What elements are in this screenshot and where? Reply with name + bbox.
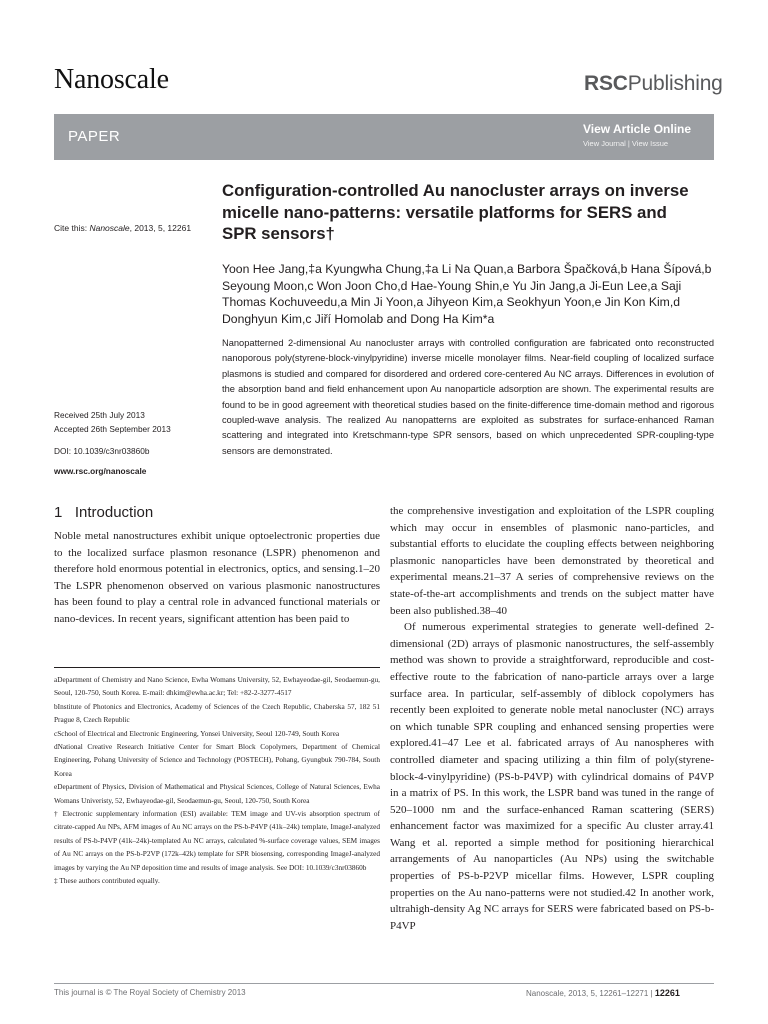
accepted-date: Accepted 26th September 2013 — [54, 424, 171, 434]
footnote-rule — [54, 667, 380, 668]
section-number: 1 — [54, 504, 63, 521]
article-type-label: PAPER — [68, 128, 121, 145]
journal-website-link[interactable]: www.rsc.org/nanoscale — [54, 466, 147, 476]
footnote-affiliation-e: eDepartment of Physics, Division of Mathematical and Physical Sciences, College of Natural Sciences, Ewha Womans Univeristy, 52, Ewhayeodae-gil, Seodaemun-gu, Seoul, 120-750, South Korea — [54, 782, 380, 805]
footnote-affiliation-b: bInstitute of Photonics and Electronics, Academy of Sciences of the Czech Republic, Chaberska 57, 182 51 Prague 8, Czech Republic — [54, 701, 380, 725]
footer-rule — [54, 983, 714, 984]
intro-paragraph-right-1: the comprehensive investigation and exploitation of the LSPR coupling which may occur in ensembles of plasmonic nano-particles, and substantial efforts to elucidate the coupling effects between neighboring plasmonic nanoparticles have been demonstrated by theoretical and experimental means.21–37 A series of comprehensive reviews on the state-of-the-art accomplishments and trends on the subject matter have been also published.38–40 — [390, 505, 714, 617]
footer-citation: Nanoscale, 2013, 5, 12261–12271 | — [526, 989, 653, 998]
cite-details: , 2013, 5, 12261 — [129, 223, 192, 233]
intro-paragraph-left: Noble metal nanostructures exhibit unique optoelectronic properties due to the localized surface plasmon resonance (LSPR) phenomenon and therefore hold enormous potential in electronics, optics, and sensing.1–20 The LSPR phenomenon observed on various plasmonic nanostructures has been found to play a central role in advanced functional materials or nano-devices. In recent years, significant attention has been paid to — [54, 530, 380, 625]
publisher-rsc: RSC — [584, 72, 628, 95]
cite-label: Cite this: — [54, 223, 88, 233]
author-list: Yoon Hee Jang,‡a Kyungwha Chung,‡a Li Na Quan,a Barbora Špačková,b Hana Šípová,b Seyoung Moon,c Won Joon Cho,d Hae-Young Shin,e Yu Jin Jang,a Ji-Eun Lee,a Saji Thomas Kochuveedu,a Min Ji Yoon,a Jihyeon Kim,a Seokhyun Yoon,e Jin Kon Kim,d Donghyun Kim,c Jiří Homolab and Dong Ha Kim*a — [222, 262, 712, 326]
footnote-equal-contribution: ‡ These authors contributed equally. — [54, 876, 160, 886]
received-date: Received 25th July 2013 — [54, 410, 145, 420]
journal-title: Nanoscale — [54, 64, 169, 95]
article-title: Configuration-controlled Au nanocluster arrays on inverse micelle nano-patterns: versatile platforms for SERS and SPR sensors† — [222, 181, 689, 243]
view-article-online-link[interactable]: View Article Online — [583, 122, 692, 136]
intro-paragraph-right-2: Of numerous experimental strategies to generate well-defined 2-dimensional (2D) arrays of plasmonic nanostructures, the self-assembly method was shown to provide a straightforward, reproducible and cost-effective route to the fabrication of nano-particle arrays over a large surface area. In particular, self-assembly of diblock copolymers has recently been exploited to generate noble metal nanocluster (NC) arrays on which tunable SPR coupling and enhanced sensing properties were explored.41–47 Lee et al. fabricated arrays of Au nanospheres with controlled diameter and spacing utilizing a thin film of poly(styrene-block-4-vinylpyridine) (PS-b-P4VP) with cylindrical domains of P4VP in a matrix of PS. In this work, the LSPR band was tuned in the range of 520–1000 nm and the surface-enhanced Raman scattering (SERS) enhancement factor was maximized for a specific Au cluster array.41 Wang et al. reported a simple method for positioning hierarchical arrangements of Au nanoparticles (Au NPs) using the switchable properties of PS-b-P2VP micellar films. However, LSPR coupling properties on the Au nano-patterns were not studied.42 In another work, ultrahigh-density Ag NC arrays for SERS were fabricated based on PS-b-P4VP — [390, 621, 714, 932]
publisher-rest: Publishing — [627, 72, 723, 95]
footnote-esi: † Electronic supplementary information (ESI) available: TEM image and UV-vis absorption spectrum of citrate-capped Au NPs, AFM images of Au NC arrays on the PS-b-P4VP (41k–24k) template, ImageJ-analyzed results of PS-b-P4VP (41k–24k)-templated Au NC arrays, calculated %-surface coverage values, SEM images of Au NC arrays on the PS-b-P2VP (172k–42k) template for SPR biosensing, corresponding ImageJ-analyzed images by varying the Au NP deposition time and results of image analysis. See DOI: 10.1039/c3nr03860b — [54, 809, 380, 872]
abstract: Nanopatterned 2-dimensional Au nanocluster arrays with controlled configuration are fabricated onto reconstructed nanoporous poly(styrene-block-vinylpyridine) inverse micelle monolayer films. Near-field coupling of localized surface plasmons is studied and compared for disordered and ordered core-centered Au NC arrays. Differences in evolution of the absorption band and field enhancement upon Au nanoparticle adsorption are shown. The experimental results are found to be in good agreement with theoretical studies based on the finite-difference time-domain method and rigorous coupled-wave analysis. The realized Au nanopatterns are exploited as substrates for surface-enhanced Raman scattering and integrated into Kretschmann-type SPR sensors, based on which unprecedented SPR-coupling-type sensors are demonstrated. — [222, 338, 714, 456]
right-column — [390, 503, 714, 934]
footnote-affiliation-a: aDepartment of Chemistry and Nano Science, Ewha Womans University, 52, Ewhayeodae-gil, Seodaemun-gu, Seoul, 120-750, South Korea. E-mail: dhkim@ewha.ac.kr; Tel: +82-2-3277-4517 — [54, 675, 380, 698]
cite-journal: Nanoscale — [89, 223, 130, 233]
copyright-note: This journal is © The Royal Society of Chemistry 2013 — [54, 988, 246, 997]
footnote-affiliation-d: dNational Creative Research Initiative Center for Smart Block Copolymers, Department of Chemical Engineering, Pohang University of Science and Technology (POSTECH), Pohang, Gyungbuk 790-784, South Korea — [54, 742, 380, 778]
doi[interactable]: DOI: 10.1039/c3nr03860b — [54, 446, 150, 456]
view-journal-issue-links[interactable]: View Journal | View Issue — [583, 139, 669, 148]
article-type-band — [54, 114, 714, 160]
page-number: 12261 — [654, 988, 680, 998]
page-citation — [526, 988, 680, 998]
footnote-affiliation-c: cSchool of Electrical and Electronic Engineering, Yonsei University, Seoul 120-749, South Korea — [54, 728, 340, 738]
publisher-logo — [584, 72, 723, 96]
section-title: Introduction — [74, 504, 154, 521]
section-heading — [54, 504, 153, 521]
footnotes — [54, 673, 380, 888]
cite-line — [54, 223, 191, 233]
